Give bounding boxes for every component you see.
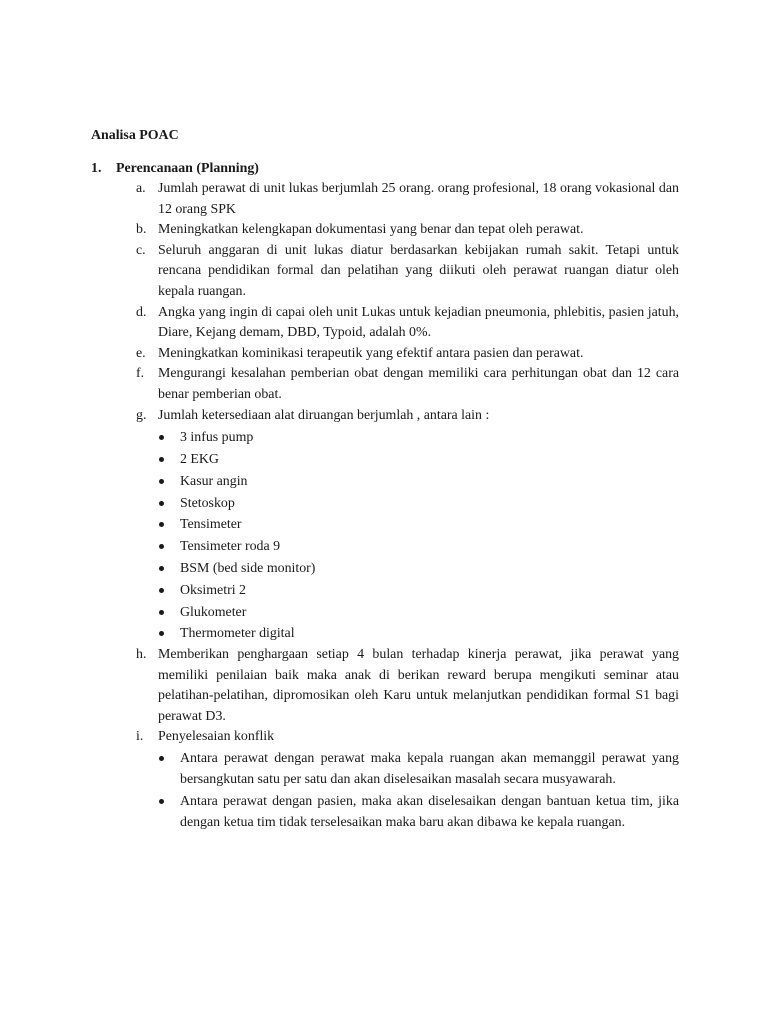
item-text: Jumlah ketersediaan alat diruangan berjumlah , antara lain : — [158, 407, 490, 423]
item-text: Seluruh anggaran di unit lukas diatur berdasarkan kebijakan rumah sakit. Tetapi untuk rencana pendidikan formal dan pelatihan yang diikuti oleh perawat ruangan diatur oleh kepala ruangan. — [158, 242, 679, 299]
item-text: Memberikan penghargaan setiap 4 bulan terhadap kinerja perawat, jika perawat yang memiliki penilaian baik maka anak di berikan reward berupa mengikuti seminar atau pelatihan-pelatihan, dipromosikan oleh Karu untuk melanjutkan pendidikan formal S1 bagi perawat D3. — [158, 647, 679, 724]
bullet-icon — [159, 756, 164, 761]
list-item-a — [136, 179, 679, 220]
conflict-text: Antara perawat dengan perawat maka kepala ruangan akan memanggil perawat yang bersangkutan satu per satu dan akan diselesaikan masalah secara musyawarah. — [180, 751, 679, 787]
equipment-text: Tensimeter — [180, 517, 242, 533]
equipment-item — [158, 471, 679, 493]
bullet-icon — [159, 501, 164, 506]
section-heading — [91, 159, 679, 179]
equipment-list — [158, 427, 679, 645]
conflict-item — [158, 792, 679, 833]
equipment-text: BSM (bed side monitor) — [180, 560, 316, 576]
section-planning — [91, 159, 679, 833]
equipment-text: 2 EKG — [180, 451, 219, 467]
list-item-c — [136, 241, 679, 303]
equipment-text: Glukometer — [180, 604, 247, 620]
bullet-icon — [159, 631, 164, 636]
equipment-item — [158, 580, 679, 602]
list-item-d — [136, 303, 679, 344]
equipment-text: Oksimetri 2 — [180, 582, 246, 598]
list-item-b — [136, 220, 679, 241]
bullet-icon — [159, 566, 164, 571]
bullet-icon — [159, 610, 164, 615]
item-marker: f. — [136, 366, 145, 382]
equipment-text: Thermometer digital — [180, 626, 295, 642]
item-marker: d. — [136, 304, 147, 320]
conflict-resolution-list — [158, 749, 679, 833]
equipment-text: Tensimeter roda 9 — [180, 539, 281, 555]
equipment-text: Stetoskop — [180, 495, 235, 511]
equipment-item — [158, 602, 679, 624]
item-text: Mengurangi kesalahan pemberian obat dengan memiliki cara perhitungan obat dan 12 cara benar pemberian obat. — [158, 366, 679, 402]
equipment-text: 3 infus pump — [180, 430, 254, 446]
bullet-icon — [159, 588, 164, 593]
document-title: Analisa POAC — [91, 128, 179, 143]
list-item-f — [136, 364, 679, 405]
conflict-item — [158, 749, 679, 790]
equipment-item — [158, 514, 679, 536]
section-number: 1. — [91, 161, 102, 176]
equipment-item — [158, 558, 679, 580]
item-text: Meningkatkan kelengkapan dokumentasi yang benar dan tepat oleh perawat. — [158, 222, 584, 238]
item-marker: a. — [136, 181, 146, 196]
list-item-h — [136, 645, 679, 727]
list-item-e — [136, 344, 679, 365]
equipment-text: Kasur angin — [180, 473, 248, 489]
planning-items-list — [136, 179, 679, 833]
list-item-i — [136, 727, 679, 833]
bullet-icon — [159, 479, 164, 484]
item-text: Meningkatkan kominikasi terapeutik yang efektif antara pasien dan perawat. — [158, 345, 584, 361]
equipment-item — [158, 449, 679, 471]
equipment-item — [158, 427, 679, 449]
bullet-icon — [159, 522, 164, 527]
section-title: Perencanaan (Planning) — [116, 161, 259, 176]
item-marker: i. — [136, 729, 144, 745]
item-marker: h. — [136, 647, 147, 663]
bullet-icon — [159, 544, 164, 549]
conflict-text: Antara perawat dengan pasien, maka akan diselesaikan dengan bantuan ketua tim, jika dengan ketua tim tidak terselesaikan maka baru akan dibawa ke kepala ruangan. — [180, 794, 679, 830]
bullet-icon — [159, 457, 164, 462]
equipment-item — [158, 536, 679, 558]
bullet-icon — [159, 799, 164, 804]
equipment-item — [158, 623, 679, 645]
item-marker: b. — [136, 222, 147, 238]
item-marker: e. — [136, 345, 146, 361]
item-text: Penyelesaian konflik — [158, 729, 275, 745]
bullet-icon — [159, 435, 164, 440]
item-text: Jumlah perawat di unit lukas berjumlah 25 orang. orang profesional, 18 orang vokasional dan 12 orang SPK — [158, 181, 679, 217]
list-item-g — [136, 406, 679, 646]
equipment-item — [158, 493, 679, 515]
item-marker: c. — [136, 242, 146, 258]
item-marker: g. — [136, 407, 147, 423]
item-text: Angka yang ingin di capai oleh unit Lukas untuk kejadian pneumonia, phlebitis, pasien jatuh, Diare, Kejang demam, DBD, Typoid, adalah 0%. — [158, 304, 679, 341]
